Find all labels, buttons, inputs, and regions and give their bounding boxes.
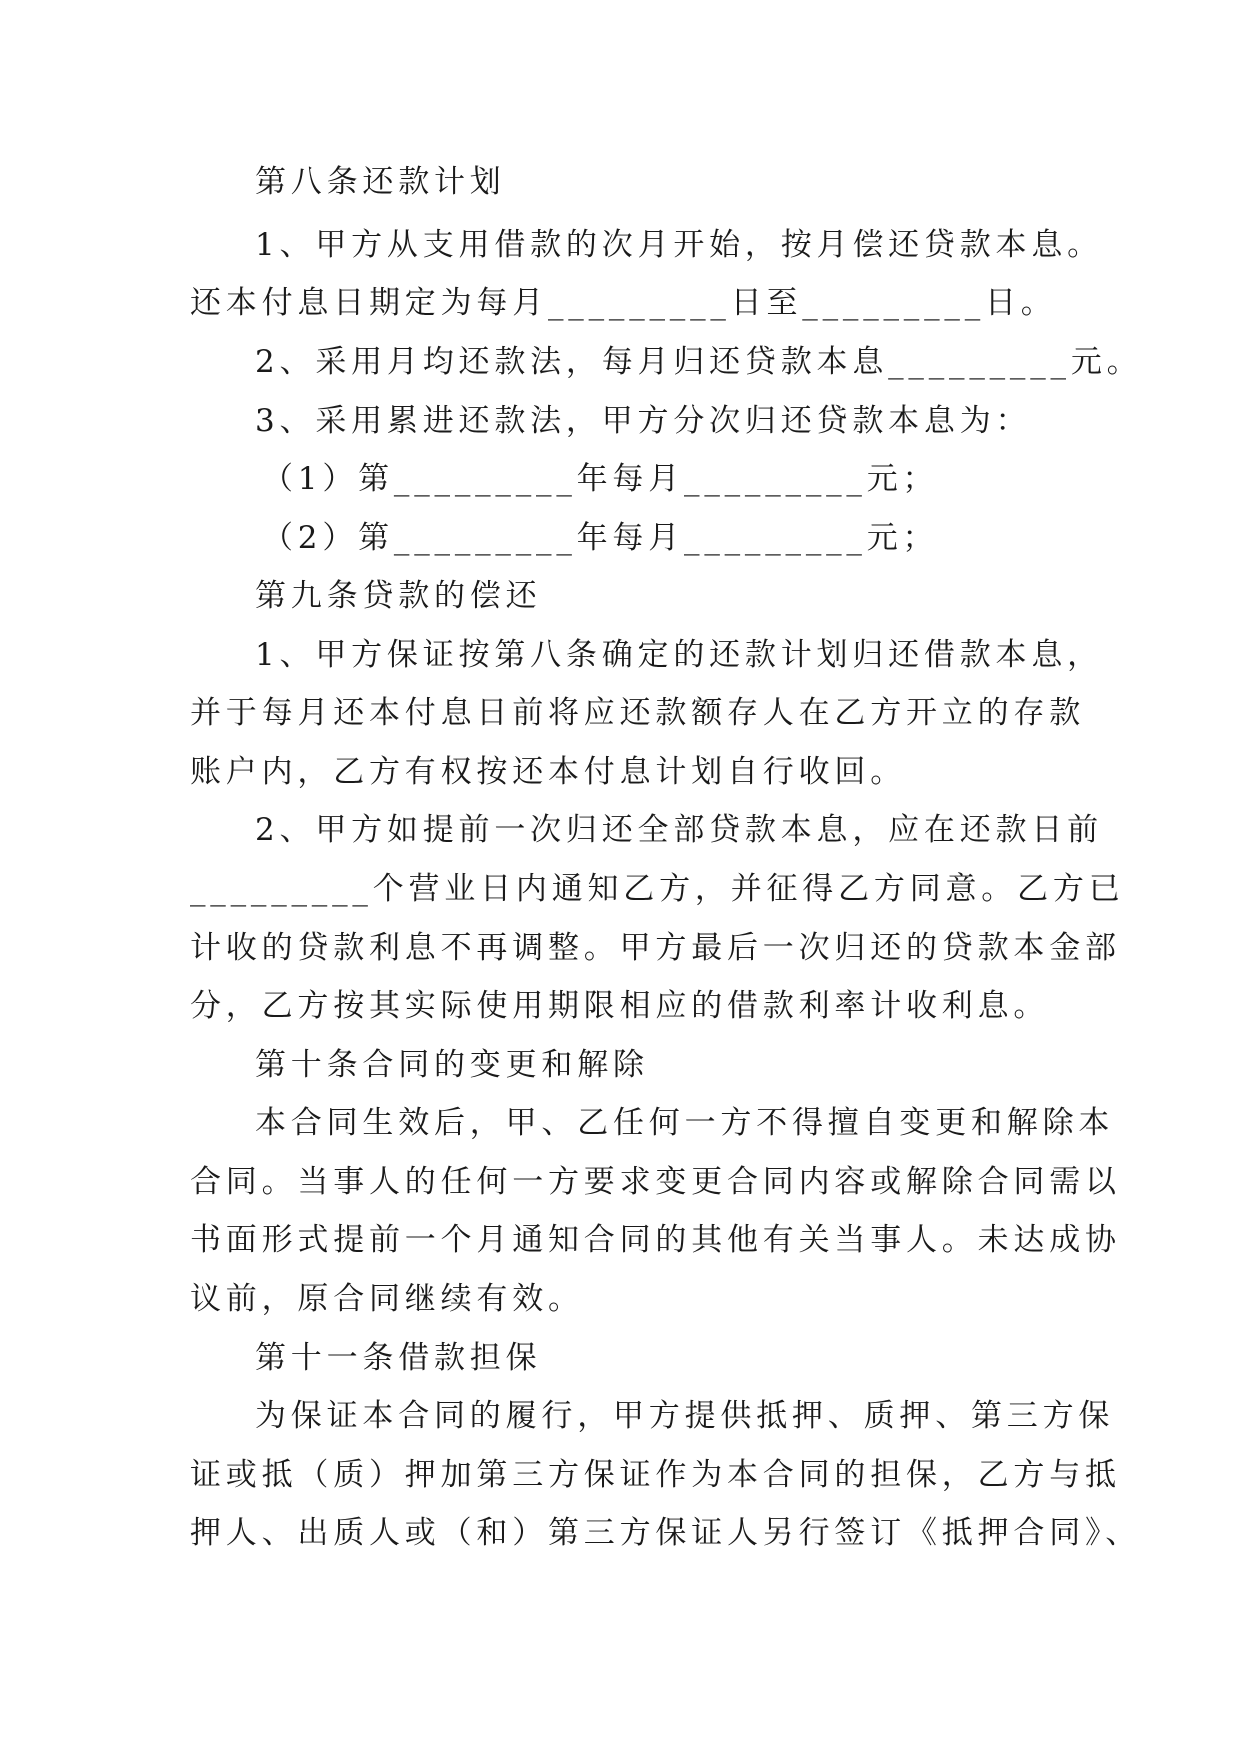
paragraph-line: 1、甲方保证按第八条确定的还款计划归还借款本息， xyxy=(255,637,1103,673)
paragraph-line: 为保证本合同的履行，甲方提供抵押、质押、第三方保 xyxy=(255,1398,1115,1434)
heading-article-11: 第十一条借款担保 xyxy=(255,1340,542,1376)
paragraph-line: 计收的贷款利息不再调整。甲方最后一次归还的贷款本金部 xyxy=(190,930,1121,966)
paragraph-line: 本合同生效后，甲、乙任何一方不得擅自变更和解除本 xyxy=(255,1105,1115,1141)
heading-article-9: 第九条贷款的偿还 xyxy=(255,578,542,614)
paragraph-line: （1）第_________年每月_________元； xyxy=(262,461,939,497)
paragraph-line: 押人、出质人或（和）第三方保证人另行签订《抵押合同》、 xyxy=(190,1515,1142,1551)
paragraph-line: 账户内，乙方有权按还本付息计划自行收回。 xyxy=(190,754,906,790)
paragraph-line: 并于每月还本付息日前将应还款额存人在乙方开立的存款 xyxy=(190,695,1085,731)
paragraph-line: 3、采用累进还款法，甲方分次归还贷款本息为： xyxy=(255,403,1032,439)
paragraph-line: 书面形式提前一个月通知合同的其他有关当事人。未达成协 xyxy=(190,1222,1121,1258)
paragraph-line: _________个营业日内通知乙方，并征得乙方同意。乙方已 xyxy=(190,871,1125,907)
paragraph-line: 合同。当事人的任何一方要求变更合同内容或解除合同需以 xyxy=(190,1164,1121,1200)
paragraph-line: 议前，原合同继续有效。 xyxy=(190,1281,584,1317)
paragraph-line: 2、采用月均还款法，每月归还贷款本息_________元。 xyxy=(255,344,1143,380)
paragraph-line: （2）第_________年每月_________元； xyxy=(262,520,939,556)
paragraph-line: 分，乙方按其实际使用期限相应的借款利率计收利息。 xyxy=(190,988,1050,1024)
paragraph-line: 1、甲方从支用借款的次月开始，按月偿还贷款本息。 xyxy=(255,227,1103,263)
heading-article-8: 第八条还款计划 xyxy=(255,164,506,200)
paragraph-line: 还本付息日期定为每月_________日至_________日。 xyxy=(190,285,1057,321)
paragraph-line: 证或抵（质）押加第三方保证作为本合同的担保，乙方与抵 xyxy=(190,1457,1121,1493)
heading-article-10: 第十条合同的变更和解除 xyxy=(255,1047,649,1083)
paragraph-line: 2、甲方如提前一次归还全部贷款本息，应在还款日前 xyxy=(255,812,1103,848)
